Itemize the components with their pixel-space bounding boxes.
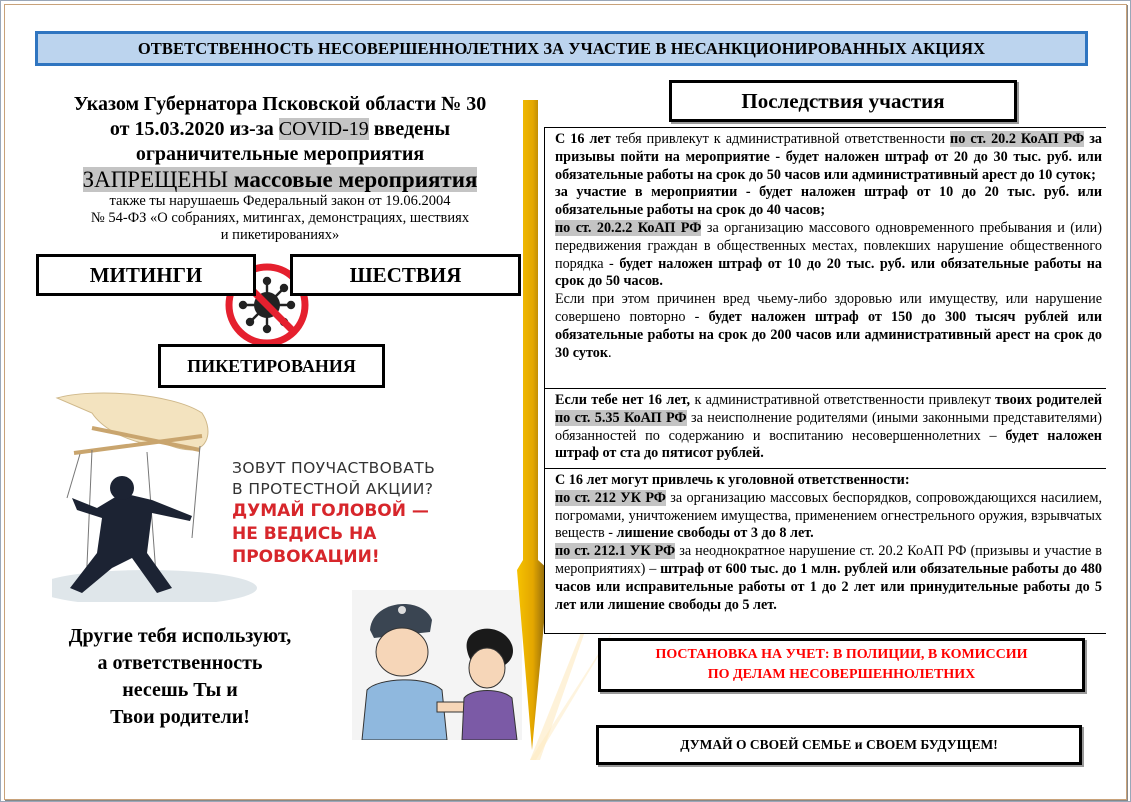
block2-text-a: к административной ответственности привлекут bbox=[690, 392, 996, 408]
criminal-liability bbox=[544, 468, 1106, 634]
criminal-heading: С 16 лет могут привлечь к уголовной ответственности: bbox=[555, 472, 910, 488]
block1-text-a: тебя привлекут к административной ответственности bbox=[610, 131, 951, 147]
block1-participation: за участие в мероприятии - будет наложен штраф от 10 до 20 тыс. руб. или обязательные работы на срок до 40 часов; bbox=[555, 184, 1102, 219]
article-5-35-highlight: по ст. 5.35 КоАП РФ bbox=[555, 409, 687, 426]
family-slogan-text: ДУМАЙ О СВОЕЙ СЕМЬЕ и СВОЕМ БУДУЩЕМ! bbox=[680, 737, 998, 752]
block2-text-b: за неисполнение родителями (иными законными представителями) обязанностей по содержанию и воспитанию несовершеннолетних – bbox=[555, 409, 1102, 444]
responsibility-line-4: Твои родители! bbox=[110, 706, 250, 728]
pickets-box bbox=[158, 344, 385, 388]
administrative-liability-16 bbox=[544, 127, 1106, 388]
banned-line bbox=[40, 167, 520, 193]
family-slogan bbox=[596, 725, 1082, 765]
block1-organization-penalty: будет наложен штраф от 10 до 20 тыс. руб. или обязательные работы на срок до 50 часов. bbox=[555, 255, 1102, 290]
responsibility-note bbox=[40, 623, 320, 731]
article-20-2-highlight: по ст. 20.2 КоАП РФ bbox=[950, 131, 1085, 147]
block2-parents: твоих родителей bbox=[995, 392, 1103, 408]
covid-highlight: COVID-19 bbox=[278, 118, 369, 140]
banned-rest: массовые мероприятия bbox=[228, 167, 478, 192]
provocation-text bbox=[232, 458, 435, 569]
provocation-line-5: ПРОВОКАЦИИ! bbox=[232, 547, 380, 567]
responsibility-line-2: а ответственность bbox=[97, 652, 263, 674]
provocation-line-4: НЕ ВЕДИСЬ НА bbox=[232, 524, 377, 544]
block1-harm-penalty: будет наложен штраф от 150 до 300 тысяч рублей или обязательные работы на срок до 200 часов или административный арест на срок до 30 суток bbox=[555, 308, 1102, 361]
provocation-line-2: В ПРОТЕСТНОЙ АКЦИИ? bbox=[232, 480, 434, 498]
block1-organization: за организацию массового одновременного пребывания и (или) передвижения граждан в общественных местах, повлекших нарушение общественного порядка - bbox=[555, 219, 1102, 272]
block1-text-b: за призывы пойти на мероприятие - будет наложен штраф от 20 до 30 тыс. руб. или обязательные работы на срок до 50 часов или административный арест до 10 суток; bbox=[555, 131, 1102, 183]
decree-line-2a: от 15.03.2020 из-за bbox=[109, 118, 279, 140]
provocation-line-1: ЗОВУТ ПОУЧАСТВОВАТЬ bbox=[232, 459, 436, 477]
page-title bbox=[35, 31, 1088, 66]
rallies-label: МИТИНГИ bbox=[89, 262, 203, 287]
article-212-1-highlight: по ст. 212.1 УК РФ bbox=[555, 543, 676, 560]
consequences-title-text: Последствия участия bbox=[741, 88, 945, 113]
block3-riots-penalty: лишение свободы от 3 до 8 лет. bbox=[616, 525, 814, 542]
decree-section bbox=[40, 92, 520, 244]
page-title-text: ОТВЕТСТВЕННОСТЬ НЕСОВЕРШЕННОЛЕТНИХ ЗА УЧАСТИЕ В НЕСАНКЦИОНИРОВАННЫХ АКЦИЯХ bbox=[137, 38, 986, 58]
pickets-label: ПИКЕТИРОВАНИЯ bbox=[187, 355, 356, 376]
responsibility-line-3: несешь Ты и bbox=[122, 679, 238, 701]
decree-line-1: Указом Губернатора Псковской области № 30 bbox=[73, 93, 487, 115]
responsibility-line-1: Другие тебя используют, bbox=[68, 625, 292, 647]
under-16-label: Если тебе нет 16 лет, bbox=[555, 392, 691, 408]
rallies-box bbox=[36, 254, 256, 296]
block3-repeat: за неоднократное нарушение ст. 20.2 КоАП РФ (призывы и участие в мероприятиях) – bbox=[555, 543, 1103, 577]
registration-line-1: ПОСТАНОВКА НА УЧЕТ: В ПОЛИЦИИ, В КОМИССИИ bbox=[655, 647, 1028, 662]
decree-line-3: ограничительные мероприятия bbox=[135, 143, 425, 165]
law-line-2: № 54-ФЗ «О собраниях, митингах, демонстрациях, шествиях bbox=[90, 210, 470, 226]
law-line-1: также ты нарушаешь Федеральный закон от 19.06.2004 bbox=[109, 193, 451, 209]
age-16-label: С 16 лет bbox=[555, 131, 611, 147]
parents-liability bbox=[544, 388, 1106, 468]
marches-label: ШЕСТВИЯ bbox=[349, 262, 462, 287]
police-illustration bbox=[352, 590, 522, 740]
block1-harm: Если при этом причинен вред чьему-либо здоровью или имуществу, или нарушение совершено повторно - bbox=[555, 291, 1102, 325]
article-20-2-2-highlight: по ст. 20.2.2 КоАП РФ bbox=[555, 219, 702, 236]
provocation-line-3: ДУМАЙ ГОЛОВОЙ — bbox=[232, 501, 429, 521]
law-line-3: и пикетированиях» bbox=[220, 227, 340, 243]
decree-line-2b: введены bbox=[368, 118, 451, 140]
banned-highlight: ЗАПРЕЩЕНЫ bbox=[82, 167, 229, 192]
block1-period: . bbox=[608, 344, 612, 361]
block2-penalty: будет наложен штраф от ста до пятисот рублей. bbox=[555, 427, 1102, 462]
registration-line-2: ПО ДЕЛАМ НЕСОВЕРШЕННОЛЕТНИХ bbox=[707, 667, 976, 682]
block3-riots: за организацию массовых беспорядков, сопровождающихся насилием, погромами, уничтожением имущества, применением огнестрельного оружия, взрывчатых веществ - bbox=[555, 489, 1102, 542]
marches-box bbox=[290, 254, 521, 296]
block3-repeat-penalty: штраф от 600 тыс. до 1 млн. рублей или обязательные работы до 480 часов или исправительные работы от 1 до 2 лет или принудительные работы до 5 лет или лишение свободы до 5 лет. bbox=[555, 560, 1102, 613]
registration-warning bbox=[598, 638, 1085, 692]
consequences-title bbox=[669, 80, 1017, 122]
article-212-highlight: по ст. 212 УК РФ bbox=[555, 489, 666, 506]
decree-line-2 bbox=[40, 117, 520, 142]
